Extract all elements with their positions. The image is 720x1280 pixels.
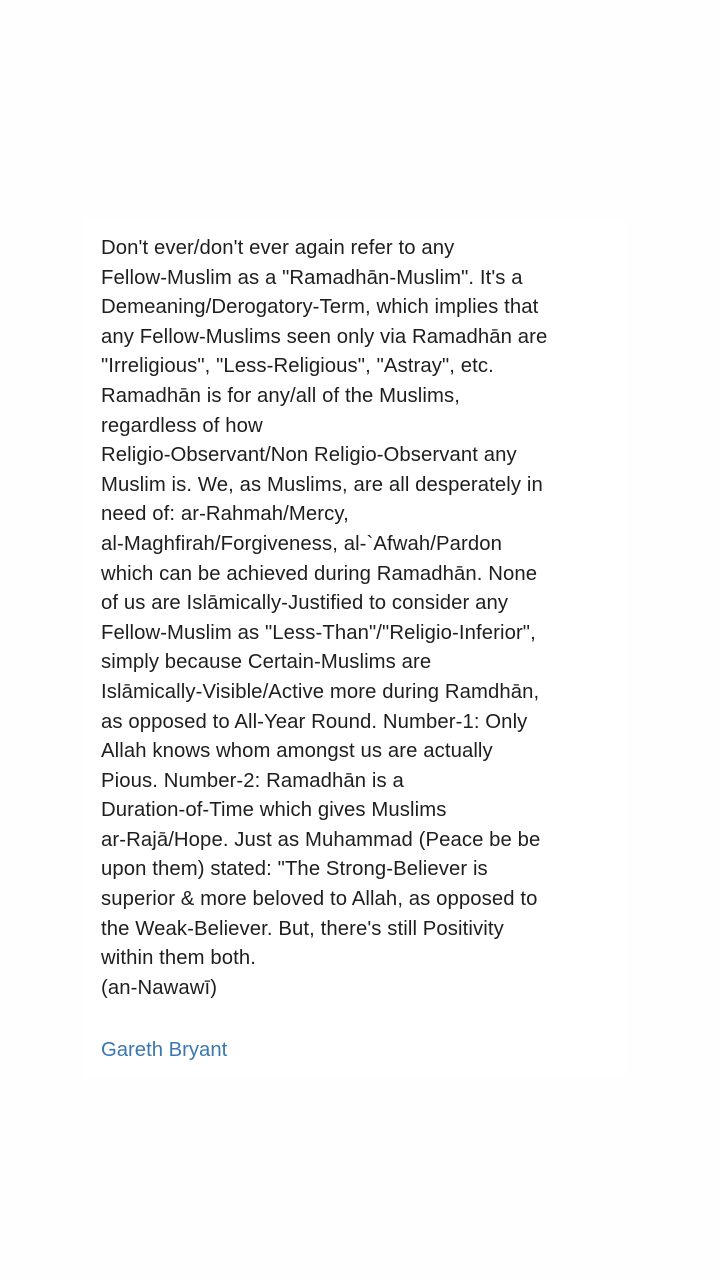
- post-line: within them both.: [101, 947, 257, 970]
- post-line: Duration-of-Time which gives Muslims: [101, 799, 447, 822]
- post-line: of us are Islāmically-Justified to consider any: [101, 592, 509, 615]
- post-line: ar-Rajā/Hope. Just as Muhammad (Peace be be: [101, 828, 541, 851]
- post-line: need of: ar-Rahmah/Mercy,: [101, 503, 349, 526]
- post-line: the Weak-Believer. But, there's still Positivity: [101, 917, 504, 940]
- post-line: upon them) stated: "The Strong-Believer is: [101, 858, 488, 881]
- post-line: any Fellow-Muslims seen only via Ramadhān are: [101, 325, 548, 348]
- post-line: al-Maghfirah/Forgiveness, al-`Afwah/Pardon: [101, 532, 502, 555]
- post-line: Religio-Observant/Non Religio-Observant any: [101, 444, 517, 467]
- post-line: Fellow-Muslim as "Less-Than"/"Religio-Inferior",: [101, 621, 536, 644]
- post-line: superior & more beloved to Allah, as opposed to: [101, 888, 538, 911]
- post-line: Pious. Number-2: Ramadhān is a: [101, 769, 404, 792]
- post-line: Allah knows whom amongst us are actually: [101, 740, 493, 763]
- post-line: Fellow-Muslim as a "Ramadhān-Muslim". It's a: [101, 266, 523, 289]
- author-name-link[interactable]: Gareth Bryant: [101, 1039, 228, 1061]
- citation: (an-Nawawī): [101, 976, 218, 999]
- post-line: as opposed to All-Year Round. Number-1: Only: [101, 710, 528, 733]
- post-line: regardless of how: [101, 414, 263, 437]
- post-body-text: [101, 234, 601, 1003]
- post-line: Demeaning/Derogatory-Term, which implies that: [101, 296, 539, 319]
- post-line: which can be achieved during Ramadhān. None: [101, 562, 538, 585]
- post-line: Don't ever/don't ever again refer to any: [101, 237, 455, 259]
- post-line: Ramadhān is for any/all of the Muslims,: [101, 384, 460, 407]
- post-line: Muslim is. We, as Muslims, are all desperately in: [101, 473, 543, 496]
- post-line: "Irreligious", "Less-Religious", "Astray", etc.: [101, 355, 494, 378]
- post-line: Islāmically-Visible/Active more during Ramdhān,: [101, 680, 540, 703]
- post-line: simply because Certain-Muslims are: [101, 651, 432, 674]
